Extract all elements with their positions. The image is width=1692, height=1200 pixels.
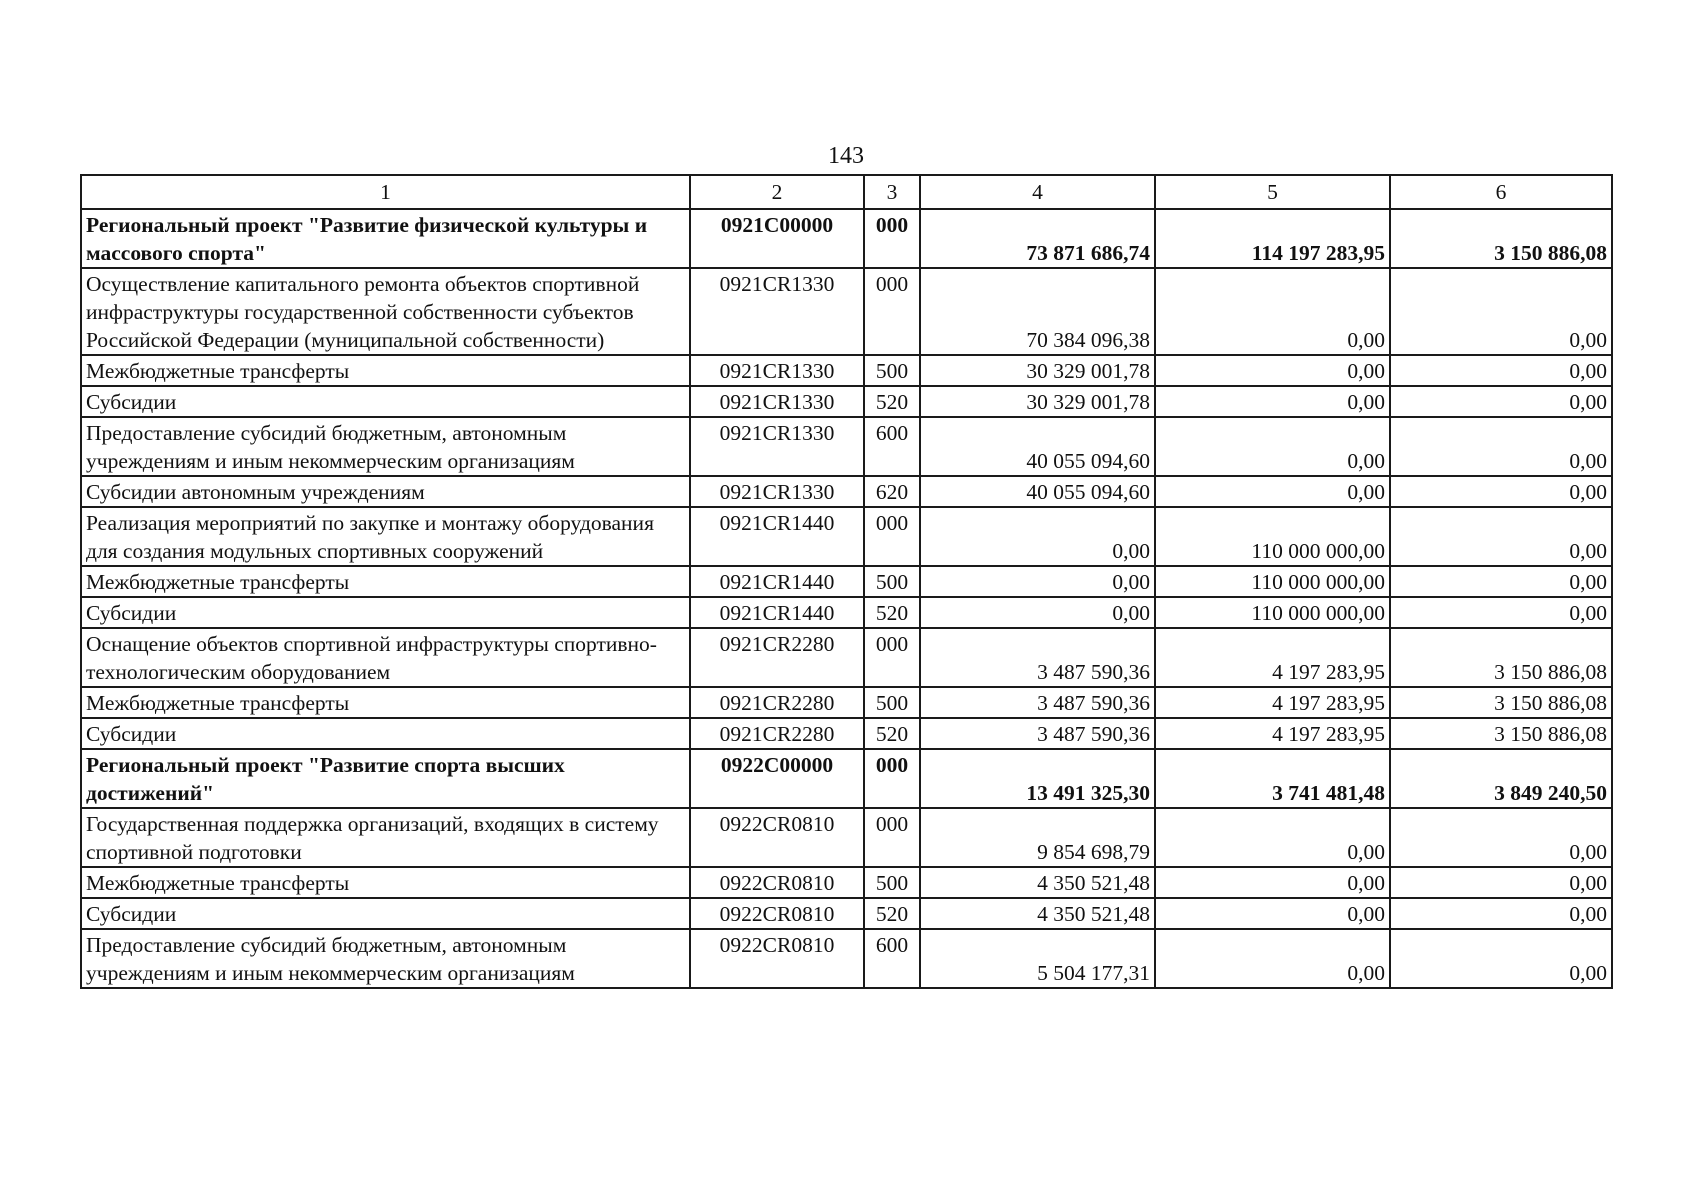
row-name-cell: Межбюджетные трансферты — [81, 867, 690, 898]
row-value-col4-cell: 40 055 094,60 — [920, 417, 1155, 476]
row-value-col5-cell: 114 197 283,95 — [1155, 209, 1390, 268]
row-code-cell: 0921CR1330 — [690, 355, 864, 386]
row-name-cell: Субсидии — [81, 718, 690, 749]
row-name-cell: Субсидии — [81, 898, 690, 929]
row-value-col4-cell: 3 487 590,36 — [920, 687, 1155, 718]
row-value-col4-cell: 0,00 — [920, 507, 1155, 566]
row-value-col6-cell: 3 150 886,08 — [1390, 687, 1612, 718]
row-value-col6-cell: 0,00 — [1390, 386, 1612, 417]
row-value-col4-cell: 13 491 325,30 — [920, 749, 1155, 808]
row-value-col6-cell: 3 150 886,08 — [1390, 718, 1612, 749]
row-value-col5-cell: 0,00 — [1155, 355, 1390, 386]
row-value-col6-cell: 0,00 — [1390, 597, 1612, 628]
table-header-row — [81, 175, 1612, 209]
row-name-cell: Субсидии — [81, 597, 690, 628]
row-name-cell: Региональный проект "Развитие физической культуры и массового спорта" — [81, 209, 690, 268]
row-value-col6-cell: 0,00 — [1390, 268, 1612, 355]
row-value-col4-cell: 0,00 — [920, 597, 1155, 628]
table-row — [81, 268, 1612, 355]
page-number: 143 — [828, 143, 864, 169]
row-code-cell: 0921CR1330 — [690, 268, 864, 355]
row-value-col6-cell: 0,00 — [1390, 929, 1612, 988]
row-value-col4-cell: 30 329 001,78 — [920, 386, 1155, 417]
row-code-cell: 0922CR0810 — [690, 808, 864, 867]
row-expense-type-cell: 520 — [864, 718, 920, 749]
row-value-col6-cell: 0,00 — [1390, 566, 1612, 597]
row-value-col5-cell: 0,00 — [1155, 268, 1390, 355]
row-name-cell: Предоставление субсидий бюджетным, автономным учреждениям и иным некоммерческим организациям — [81, 929, 690, 988]
row-value-col5-cell: 0,00 — [1155, 476, 1390, 507]
row-expense-type-cell: 600 — [864, 929, 920, 988]
row-value-col4-cell: 73 871 686,74 — [920, 209, 1155, 268]
row-code-cell: 0921CR2280 — [690, 628, 864, 687]
header-col-1: 1 — [81, 175, 690, 209]
row-expense-type-cell: 000 — [864, 628, 920, 687]
row-name-cell: Осуществление капитального ремонта объектов спортивной инфраструктуры государственной собственности субъектов Российской Федерации (муниципальной собственности) — [81, 268, 690, 355]
row-value-col5-cell: 110 000 000,00 — [1155, 507, 1390, 566]
row-code-cell: 0922CR0810 — [690, 898, 864, 929]
row-code-cell: 0921CR2280 — [690, 718, 864, 749]
row-expense-type-cell: 520 — [864, 597, 920, 628]
header-col-5: 5 — [1155, 175, 1390, 209]
row-value-col6-cell: 0,00 — [1390, 867, 1612, 898]
row-name-cell: Региональный проект "Развитие спорта высших достижений" — [81, 749, 690, 808]
row-code-cell: 0921CR1330 — [690, 417, 864, 476]
table-row — [81, 749, 1612, 808]
row-code-cell: 0921CR1330 — [690, 476, 864, 507]
row-value-col5-cell: 0,00 — [1155, 417, 1390, 476]
row-value-col4-cell: 5 504 177,31 — [920, 929, 1155, 988]
table-row — [81, 386, 1612, 417]
header-col-4: 4 — [920, 175, 1155, 209]
row-value-col6-cell: 0,00 — [1390, 355, 1612, 386]
table-row — [81, 566, 1612, 597]
row-name-cell: Межбюджетные трансферты — [81, 566, 690, 597]
row-value-col6-cell: 0,00 — [1390, 808, 1612, 867]
row-expense-type-cell: 520 — [864, 898, 920, 929]
header-col-6: 6 — [1390, 175, 1612, 209]
row-value-col5-cell: 4 197 283,95 — [1155, 628, 1390, 687]
row-code-cell: 0921CR1440 — [690, 507, 864, 566]
row-value-col5-cell: 0,00 — [1155, 898, 1390, 929]
row-name-cell: Субсидии автономным учреждениям — [81, 476, 690, 507]
row-expense-type-cell: 620 — [864, 476, 920, 507]
table-row — [81, 718, 1612, 749]
table-row — [81, 687, 1612, 718]
row-expense-type-cell: 500 — [864, 867, 920, 898]
row-name-cell: Оснащение объектов спортивной инфраструктуры спортивно-технологическим оборудованием — [81, 628, 690, 687]
row-value-col4-cell: 30 329 001,78 — [920, 355, 1155, 386]
row-expense-type-cell: 000 — [864, 749, 920, 808]
row-value-col4-cell: 4 350 521,48 — [920, 867, 1155, 898]
table-row — [81, 929, 1612, 988]
row-name-cell: Субсидии — [81, 386, 690, 417]
row-value-col5-cell: 3 741 481,48 — [1155, 749, 1390, 808]
row-value-col6-cell: 0,00 — [1390, 417, 1612, 476]
row-expense-type-cell: 000 — [864, 268, 920, 355]
row-value-col5-cell: 0,00 — [1155, 386, 1390, 417]
row-value-col4-cell: 40 055 094,60 — [920, 476, 1155, 507]
row-value-col6-cell: 0,00 — [1390, 507, 1612, 566]
row-value-col5-cell: 0,00 — [1155, 808, 1390, 867]
table-row — [81, 417, 1612, 476]
row-value-col5-cell: 110 000 000,00 — [1155, 566, 1390, 597]
row-code-cell: 0922C00000 — [690, 749, 864, 808]
table-row — [81, 597, 1612, 628]
row-expense-type-cell: 000 — [864, 507, 920, 566]
row-value-col5-cell: 0,00 — [1155, 929, 1390, 988]
row-name-cell: Реализация мероприятий по закупке и монтажу оборудования для создания модульных спортивных сооружений — [81, 507, 690, 566]
header-col-3: 3 — [864, 175, 920, 209]
row-code-cell: 0921CR1440 — [690, 566, 864, 597]
row-expense-type-cell: 600 — [864, 417, 920, 476]
row-code-cell: 0921C00000 — [690, 209, 864, 268]
row-value-col4-cell: 0,00 — [920, 566, 1155, 597]
row-code-cell: 0922CR0810 — [690, 929, 864, 988]
row-value-col6-cell: 0,00 — [1390, 476, 1612, 507]
row-code-cell: 0922CR0810 — [690, 867, 864, 898]
table-row — [81, 476, 1612, 507]
row-code-cell: 0921CR2280 — [690, 687, 864, 718]
row-value-col4-cell: 3 487 590,36 — [920, 628, 1155, 687]
row-expense-type-cell: 500 — [864, 355, 920, 386]
row-value-col5-cell: 4 197 283,95 — [1155, 687, 1390, 718]
budget-table — [80, 174, 1613, 989]
row-value-col5-cell: 0,00 — [1155, 867, 1390, 898]
table-row — [81, 628, 1612, 687]
row-expense-type-cell: 520 — [864, 386, 920, 417]
row-expense-type-cell: 000 — [864, 808, 920, 867]
row-name-cell: Межбюджетные трансферты — [81, 355, 690, 386]
table-row — [81, 898, 1612, 929]
table-body — [81, 209, 1612, 988]
row-expense-type-cell: 500 — [864, 566, 920, 597]
row-value-col4-cell: 3 487 590,36 — [920, 718, 1155, 749]
row-expense-type-cell: 000 — [864, 209, 920, 268]
row-code-cell: 0921CR1330 — [690, 386, 864, 417]
table-row — [81, 867, 1612, 898]
row-value-col6-cell: 3 150 886,08 — [1390, 628, 1612, 687]
row-value-col4-cell: 9 854 698,79 — [920, 808, 1155, 867]
row-name-cell: Межбюджетные трансферты — [81, 687, 690, 718]
table-row — [81, 808, 1612, 867]
row-expense-type-cell: 500 — [864, 687, 920, 718]
row-name-cell: Предоставление субсидий бюджетным, автономным учреждениям и иным некоммерческим организациям — [81, 417, 690, 476]
row-code-cell: 0921CR1440 — [690, 597, 864, 628]
row-value-col5-cell: 110 000 000,00 — [1155, 597, 1390, 628]
table-row — [81, 355, 1612, 386]
row-value-col4-cell: 4 350 521,48 — [920, 898, 1155, 929]
row-value-col5-cell: 4 197 283,95 — [1155, 718, 1390, 749]
row-value-col6-cell: 0,00 — [1390, 898, 1612, 929]
header-col-2: 2 — [690, 175, 864, 209]
row-name-cell: Государственная поддержка организаций, входящих в систему спортивной подготовки — [81, 808, 690, 867]
row-value-col6-cell: 3 849 240,50 — [1390, 749, 1612, 808]
table-row — [81, 209, 1612, 268]
table-row — [81, 507, 1612, 566]
row-value-col6-cell: 3 150 886,08 — [1390, 209, 1612, 268]
row-value-col4-cell: 70 384 096,38 — [920, 268, 1155, 355]
